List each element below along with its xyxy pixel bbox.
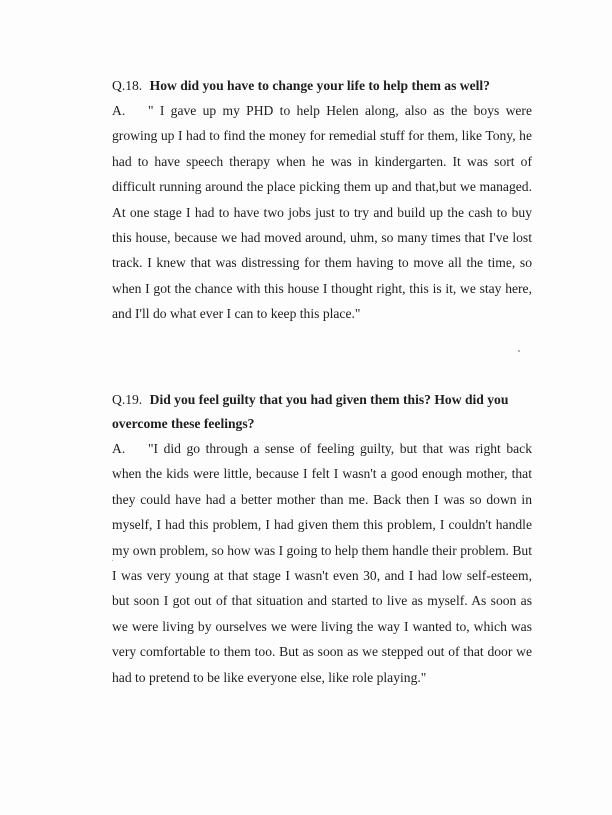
answer-text: " I gave up my PHD to help Helen along, also as the boys were growing up I had to find the money for remedial stuff for them, like Tony, he had to have speech therapy when he was in kindergarten. It was sort of difficult running around the place picking them up and that,but we managed. At one stage I had to have two jobs just to try and build up the cash to buy this house, because we had moved around, uhm, so many times that I've lost track. I knew that was distressing for them having to move all the time, so when I got the chance with this house I thought right, this is it, we stay here, and I'll do what ever I can to keep this place."	[112, 103, 532, 322]
question-text: Did you feel guilty that you had given them this? How did you overcome these feelings?	[112, 392, 509, 431]
answer-marker: A.	[112, 441, 126, 456]
answer-text: "I did go through a sense of feeling guilty, but that was right back when the kids were little, because I felt I wasn't a good enough mother, that they could have had a better mother than me. Back then I was so down in myself, I had this problem, I had given them this problem, I couldn't handle my own problem, so how was I going to help them handle their problem. But I was very young at that stage I wasn't even 30, and I had low self-esteem, but soon I got out of that situation and started to live as myself. As soon as we were living by ourselves we were living the way I wanted to, which was very comfortable to them too. But as soon as we stepped out of that door we had to pretend to be like everyone else, like role playing."	[112, 441, 532, 685]
question-number: Q.18.	[112, 78, 143, 93]
scan-speck	[112, 560, 113, 561]
qa-block-q18	[112, 74, 532, 327]
question-number: Q.19.	[112, 392, 143, 407]
question-q18	[112, 74, 532, 98]
question-text: How did you have to change your life to help them as well?	[149, 78, 490, 93]
answer-q18	[112, 98, 532, 327]
answer-marker: A.	[112, 103, 126, 118]
scan-speck	[518, 350, 520, 352]
qa-block-q19	[112, 388, 532, 690]
answer-q19	[112, 436, 532, 690]
question-q19	[112, 388, 532, 436]
